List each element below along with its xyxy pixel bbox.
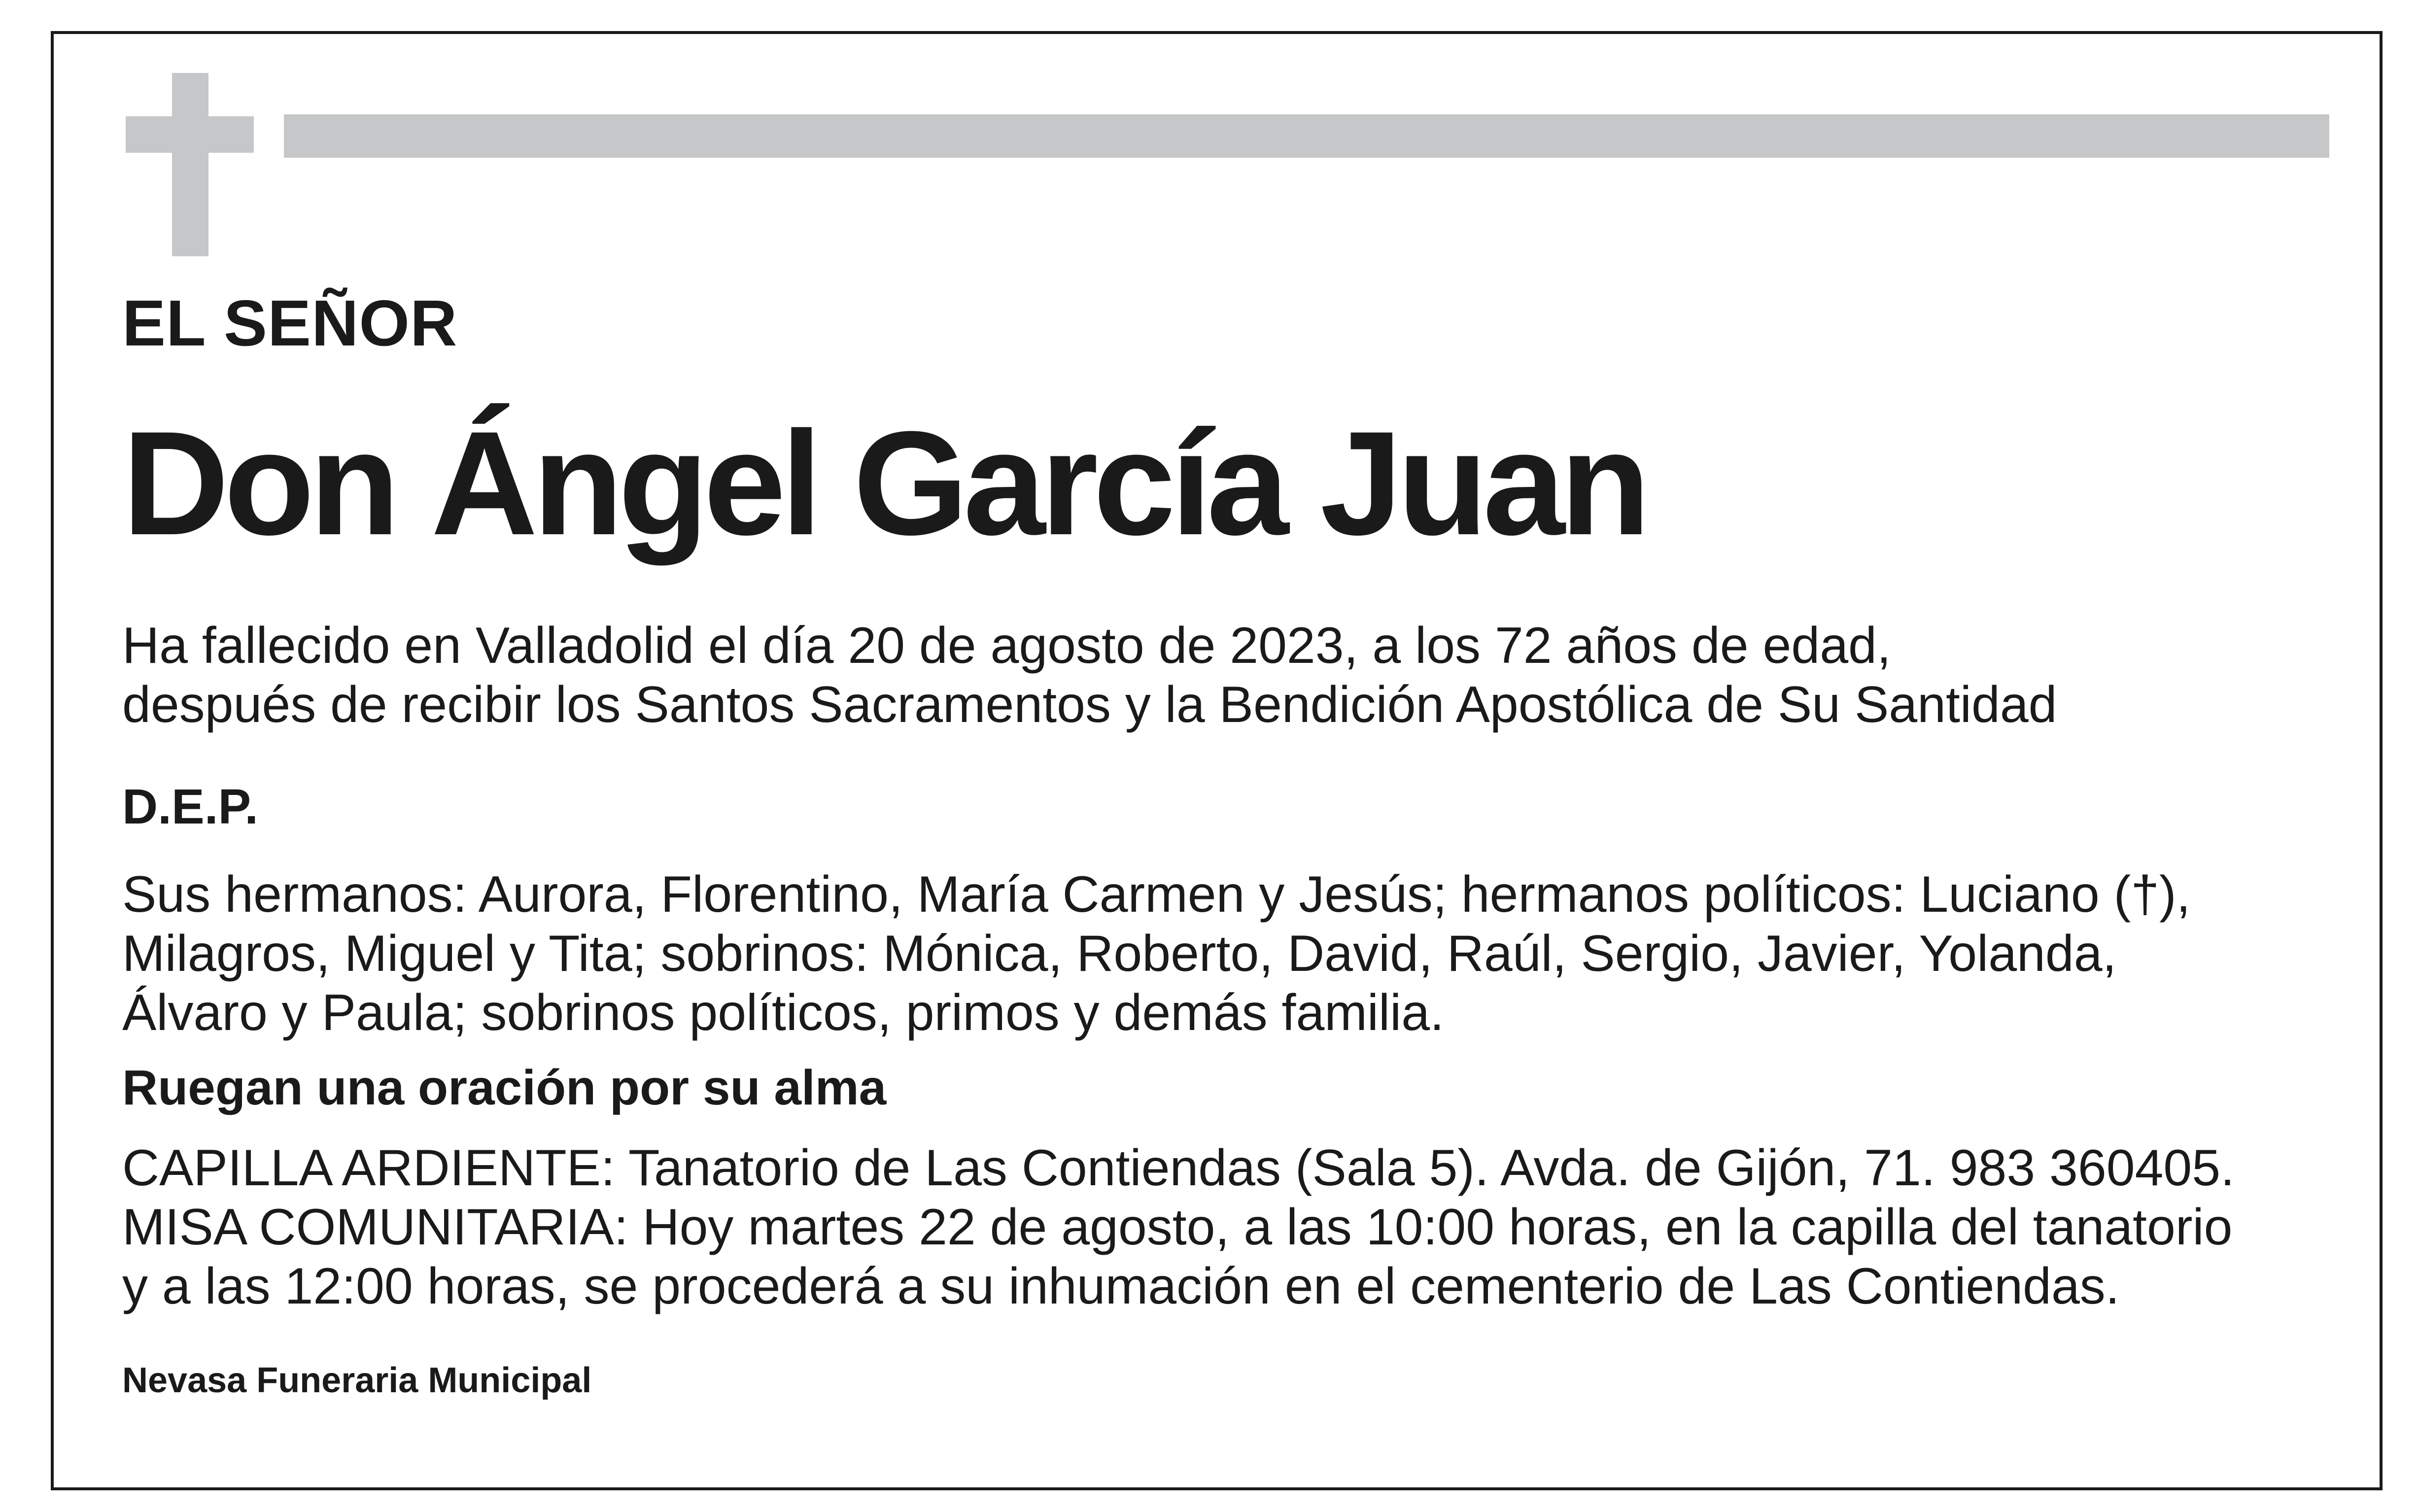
cross-vertical <box>172 73 208 256</box>
death-line: Ha fallecido en Valladolid el día 20 de agosto de 2023, a los 72 años de edad, <box>122 617 1891 674</box>
ceremony-line: MISA COMUNITARIA: Hoy martes 22 de agosto, a las 10:00 horas, en la capilla del tanatorio <box>122 1199 2233 1256</box>
ceremony-line: y a las 12:00 horas, se procederá a su inhumación en el cementerio de Las Contiendas. <box>122 1258 2120 1315</box>
death-announcement <box>122 616 2057 734</box>
deceased-title-label: EL SEÑOR <box>122 287 458 359</box>
family-line: Sus hermanos: Aurora, Florentino, María Carmen y Jesús; hermanos políticos: Luciano (†), <box>122 866 2191 923</box>
prayer-request: Ruegan una oración por su alma <box>122 1060 887 1115</box>
funeral-home-name: Nevasa Funeraria Municipal <box>122 1361 592 1400</box>
family-line: Álvaro y Paula; sobrinos políticos, primos y demás familia. <box>122 984 1444 1041</box>
dep-abbreviation: D.E.P. <box>122 779 259 834</box>
header-rule <box>284 114 2329 158</box>
cross-horizontal <box>126 116 254 153</box>
cross-icon <box>126 73 254 256</box>
ceremony-details <box>122 1138 2235 1316</box>
deceased-name: Don Ángel García Juan <box>122 400 1646 566</box>
death-line: después de recibir los Santos Sacramentos y la Bendición Apostólica de Su Santidad <box>122 676 2057 733</box>
family-list <box>122 865 2191 1042</box>
family-line: Milagros, Miguel y Tita; sobrinos: Mónica, Roberto, David, Raúl, Sergio, Javier, Yolanda, <box>122 925 2117 982</box>
ceremony-line: CAPILLA ARDIENTE: Tanatorio de Las Contiendas (Sala 5). Avda. de Gijón, 71. 983 360405. <box>122 1139 2235 1197</box>
